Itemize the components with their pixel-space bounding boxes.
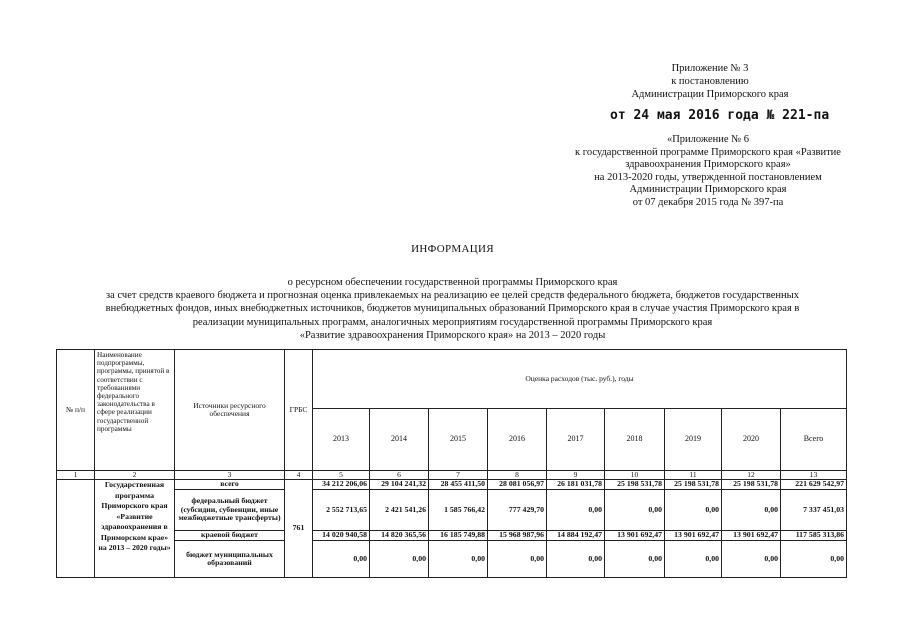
header-year: 2013 (313, 409, 370, 471)
header-year: 2018 (605, 409, 665, 471)
table-row (57, 531, 847, 541)
appendix-6-line-2: к государственной программе Приморского края «Развитие (575, 146, 841, 158)
column-number: 8 (488, 471, 547, 480)
table-row (57, 541, 847, 578)
value-cell: 777 429,70 (488, 490, 547, 531)
column-number: 2 (95, 471, 175, 480)
appendix-6-line-6: от 07 декабря 2015 года № 397-па (632, 196, 784, 208)
subtitle-line-4: реализации муниципальных программ, аналогичных мероприятиям государственной программы Приморского края (192, 316, 713, 328)
appendix-3-order-date: от 24 мая 2016 года № 221-па (610, 108, 830, 123)
value-cell: 0,00 (722, 541, 781, 578)
appendix-3-header (610, 62, 830, 124)
value-cell: 0,00 (313, 541, 370, 578)
header-year: 2015 (429, 409, 488, 471)
header-num: № п/п (57, 350, 95, 471)
header-total: Всего (781, 409, 847, 471)
source-cell: бюджет муниципальных образований (175, 541, 285, 578)
value-cell: 28 455 411,50 (429, 480, 488, 490)
header-name: Наименование подпрограммы, программы, принятой в соответствии с требованиями федерального законодательства в сфере реализации государственной программы (95, 350, 175, 471)
value-cell: 34 212 206,06 (313, 480, 370, 490)
table-row (57, 480, 847, 490)
value-cell: 14 884 192,47 (547, 531, 605, 541)
appendix-3-title: Приложение № 3 (671, 63, 749, 74)
value-cell: 14 020 940,58 (313, 531, 370, 541)
header-year: 2014 (370, 409, 429, 471)
resource-table (56, 349, 847, 578)
subtitle-line-2: за счет средств краевого бюджета и прогнозная оценка привлекаемых на реализацию ее целей средств федерального бюджета, бюджетов государственных (106, 290, 799, 302)
appendix-3-resolution-ref: к постановлению (671, 76, 749, 87)
column-number: 9 (547, 471, 605, 480)
value-cell: 1 585 766,42 (429, 490, 488, 531)
value-cell: 25 198 531,78 (722, 480, 781, 490)
value-cell: 117 585 313,86 (781, 531, 847, 541)
value-cell: 29 104 241,32 (370, 480, 429, 490)
value-cell: 0,00 (429, 541, 488, 578)
value-cell: 0,00 (722, 490, 781, 531)
value-cell: 221 629 542,97 (781, 480, 847, 490)
document-title: ИНФОРМАЦИЯ (411, 243, 494, 255)
table-header-row (57, 350, 847, 409)
value-cell: 13 901 692,47 (722, 531, 781, 541)
column-number: 4 (285, 471, 313, 480)
column-number: 10 (605, 471, 665, 480)
value-cell: 14 820 365,56 (370, 531, 429, 541)
value-cell: 25 198 531,78 (665, 480, 722, 490)
value-cell: 0,00 (665, 490, 722, 531)
appendix-6-title: «Приложение № 6 (666, 134, 750, 145)
header-grbs: ГРБС (285, 350, 313, 471)
appendix-6-line-4: на 2013-2020 годы, утвержденной постановлением (594, 171, 822, 183)
grbs-value: 761 (285, 480, 313, 578)
column-number: 5 (313, 471, 370, 480)
value-cell: 26 181 031,78 (547, 480, 605, 490)
column-number: 7 (429, 471, 488, 480)
value-cell: 0,00 (781, 541, 847, 578)
value-cell: 16 185 749,88 (429, 531, 488, 541)
subtitle-line-3: внебюджетных фондов, иных внебюджетных источников, бюджетов муниципальных образований Приморского края в случае участия Приморского края в (105, 303, 800, 315)
program-name: Государственная программа Приморского края «Развитие здравоохранения в Приморском крае» на 2013 – 2020 годы» (95, 480, 175, 578)
value-cell: 13 901 692,47 (665, 531, 722, 541)
value-cell: 2 421 541,26 (370, 490, 429, 531)
header-year: 2017 (547, 409, 605, 471)
value-cell: 7 337 451,03 (781, 490, 847, 531)
value-cell: 0,00 (370, 541, 429, 578)
column-number: 3 (175, 471, 285, 480)
appendix-6-header (548, 134, 868, 209)
row-number (57, 480, 95, 578)
source-cell: краевой бюджет (175, 531, 285, 541)
header-year: 2016 (488, 409, 547, 471)
value-cell: 15 968 987,96 (488, 531, 547, 541)
header-year: 2019 (665, 409, 722, 471)
subtitle-line-1: о ресурсном обеспечении государственной программы Приморского края (287, 277, 618, 288)
document-subtitle (40, 276, 865, 342)
appendix-6-line-3: здравоохранения Приморского края» (625, 159, 791, 170)
table-row (57, 490, 847, 531)
column-number: 6 (370, 471, 429, 480)
value-cell: 13 901 692,47 (605, 531, 665, 541)
value-cell: 0,00 (605, 541, 665, 578)
column-number: 1 (57, 471, 95, 480)
header-year: 2020 (722, 409, 781, 471)
column-number: 11 (665, 471, 722, 480)
header-sources: Источники ресурсного обеспечения (175, 350, 285, 471)
value-cell: 28 081 056,97 (488, 480, 547, 490)
appendix-3-administration: Администрации Приморского края (631, 89, 789, 100)
appendix-6-line-5: Администрации Приморского края (629, 184, 787, 195)
value-cell: 0,00 (605, 490, 665, 531)
value-cell: 0,00 (547, 490, 605, 531)
column-numbers-row (57, 471, 847, 480)
source-cell: федеральный бюджет (субсидии, субвенции, иные межбюджетные трансферты) (175, 490, 285, 531)
column-number: 13 (781, 471, 847, 480)
value-cell: 0,00 (488, 541, 547, 578)
column-number: 12 (722, 471, 781, 480)
value-cell: 0,00 (665, 541, 722, 578)
value-cell: 25 198 531,78 (605, 480, 665, 490)
value-cell: 0,00 (547, 541, 605, 578)
header-estimate: Оценка расходов (тыс. руб.), годы (313, 350, 847, 409)
value-cell: 2 552 713,65 (313, 490, 370, 531)
source-cell: всего (175, 480, 285, 490)
subtitle-line-5: «Развитие здравоохранения Приморского края» на 2013 – 2020 годы (299, 329, 606, 341)
